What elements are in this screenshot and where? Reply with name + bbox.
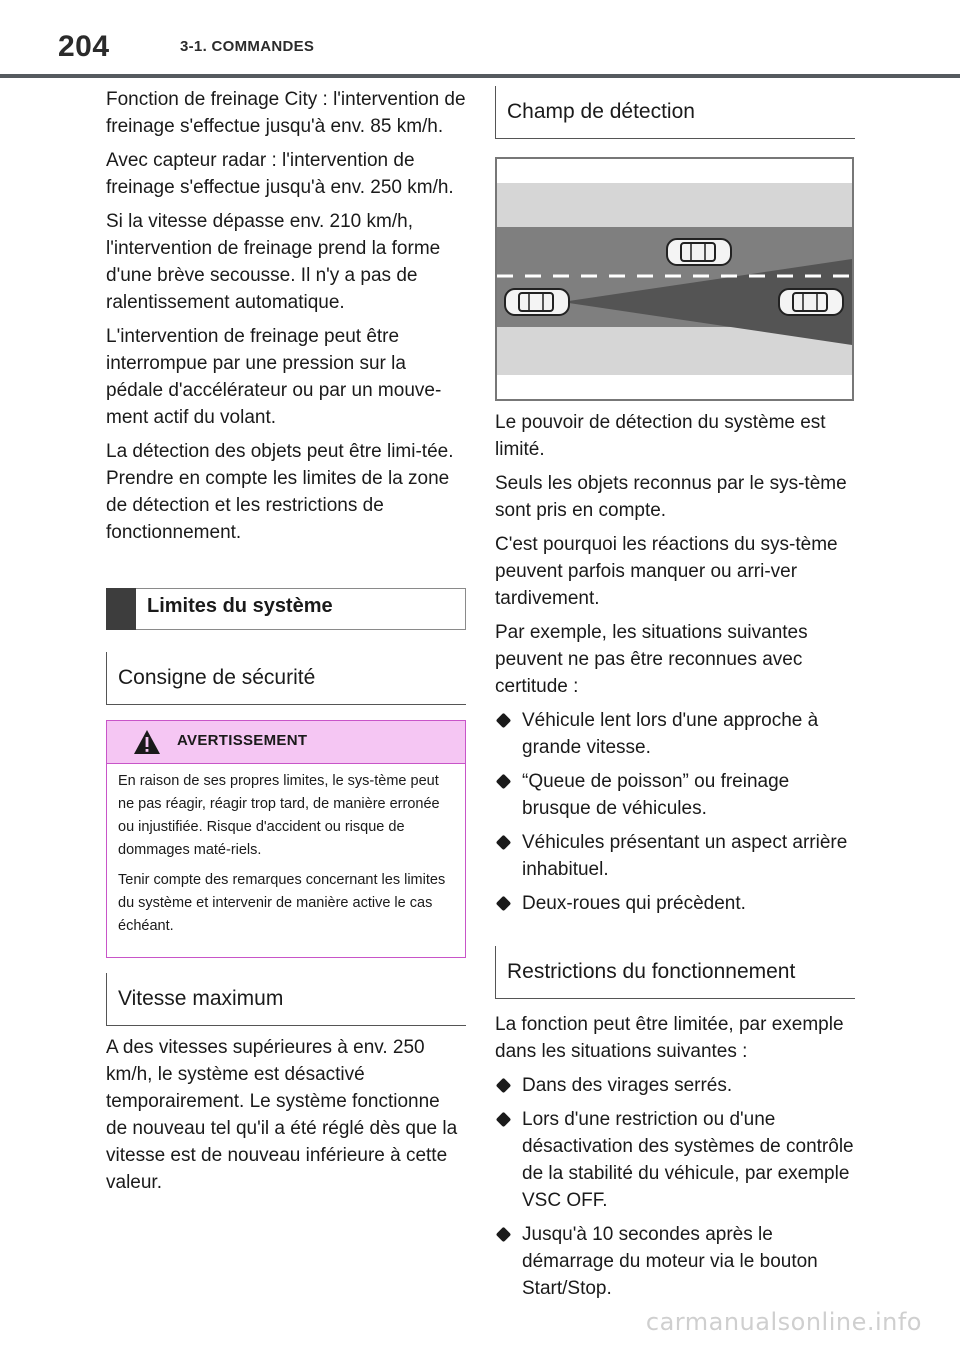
safety-heading <box>106 652 466 705</box>
warning-text: Tenir compte des remarques concernant les limites du système et intervenir de manière active le cas échéant. <box>118 872 446 934</box>
speed-heading <box>106 973 466 1026</box>
list-item: Véhicules présentant un aspect arrière inhabituel. <box>495 829 855 883</box>
watermark: carmanualsonline.info <box>645 1308 922 1336</box>
paragraph: Seuls les objets reconnus par le sys-tème sont pris en compte. <box>495 473 847 521</box>
list-item: “Queue de poisson” ou freinage brusque de véhicules. <box>495 768 855 822</box>
warning-body <box>107 764 465 957</box>
paragraph: C'est pourquoi les réactions du sys-tème peuvent parfois manquer ou arri-ver tardivement. <box>495 534 838 609</box>
subsection-title: Champ de détection <box>507 100 695 123</box>
warning-header <box>107 721 465 764</box>
warning-title: AVERTISSEMENT <box>177 732 308 749</box>
paragraph: Le pouvoir de détection du système est limité. <box>495 412 826 460</box>
warning-text: En raison de ses propres limites, le sys-tème peut ne pas réagir, réagir trop tard, de manière erronée ou injustifiée. Risque d'accident ou risque de dommages maté-riels. <box>118 773 440 858</box>
car-icon <box>779 289 843 315</box>
bullet-diamond-icon <box>496 1078 512 1094</box>
subsection-title: Vitesse maximum <box>118 987 284 1010</box>
list-item: Deux-roues qui précèdent. <box>495 890 855 917</box>
bullet-diamond-icon <box>496 774 512 790</box>
detection-field-illustration <box>497 159 852 399</box>
bullet-diamond-icon <box>496 896 512 912</box>
header-rule <box>0 74 960 78</box>
list-item: Véhicule lent lors d'une approche à grande vitesse. <box>495 707 855 761</box>
car-icon <box>667 239 731 265</box>
left-column <box>106 86 466 1203</box>
page-number: 204 <box>58 30 110 63</box>
page-header <box>0 0 960 80</box>
bullet-diamond-icon <box>496 713 512 729</box>
section-heading-box <box>106 588 466 630</box>
chapter-title: 3-1. COMMANDES <box>180 38 315 55</box>
paragraph: A des vitesses supérieures à env. 250 km/h, le système est désactivé temporairement. Le système fonctionne de nouveau tel qu'il a été réglé dès que la vitesse est de nouveau inférieure à cette valeur. <box>106 1037 458 1193</box>
bullet-diamond-icon <box>496 1112 512 1128</box>
restrictions-heading <box>495 946 855 999</box>
section-title: Limites du système <box>147 595 333 617</box>
list-item: Dans des virages serrés. <box>495 1072 855 1099</box>
detection-field-diagram <box>495 157 854 401</box>
road-shoulder-top <box>497 183 852 227</box>
section-tab <box>106 588 136 630</box>
paragraph: Avec capteur radar : l'intervention de freinage s'effectue jusqu'à env. 250 km/h. <box>106 150 454 198</box>
paragraph: La fonction peut être limitée, par exemple dans les situations suivantes : <box>495 1014 844 1062</box>
paragraph: L'intervention de freinage peut être interrompue par une pression sur la pédale d'accélérateur ou par un mouve-ment actif du volant. <box>106 326 442 428</box>
paragraph: Par exemple, les situations suivantes peuvent ne pas être reconnues avec certitude : <box>495 622 808 697</box>
list-item: Jusqu'à 10 secondes après le démarrage du moteur via le bouton Start/Stop. <box>495 1221 855 1302</box>
car-icon <box>505 289 569 315</box>
paragraph: La détection des objets peut être limi-tée. Prendre en compte les limites de la zone de détection et les restrictions de fonctionnement. <box>106 441 454 543</box>
restrictions-bullet-list <box>495 1072 855 1302</box>
detection-heading <box>495 86 855 139</box>
bullet-diamond-icon <box>496 835 512 851</box>
warning-triangle-icon <box>133 729 161 755</box>
right-column <box>495 86 855 1309</box>
bullet-diamond-icon <box>496 1227 512 1243</box>
paragraph: Si la vitesse dépasse env. 210 km/h, l'intervention de freinage prend la forme d'une brève secousse. Il n'y a pas de ralentissement automatique. <box>106 211 441 313</box>
list-item: Lors d'une restriction ou d'une désactivation des systèmes de contrôle de la stabilité du véhicule, par exemple VSC OFF. <box>495 1106 855 1214</box>
subsection-title: Restrictions du fonctionnement <box>507 960 796 983</box>
paragraph: Fonction de freinage City : l'intervention de freinage s'effectue jusqu'à env. 85 km/h. <box>106 89 466 137</box>
detection-bullet-list <box>495 707 855 917</box>
warning-box <box>106 720 466 958</box>
subsection-title: Consigne de sécurité <box>118 666 316 689</box>
